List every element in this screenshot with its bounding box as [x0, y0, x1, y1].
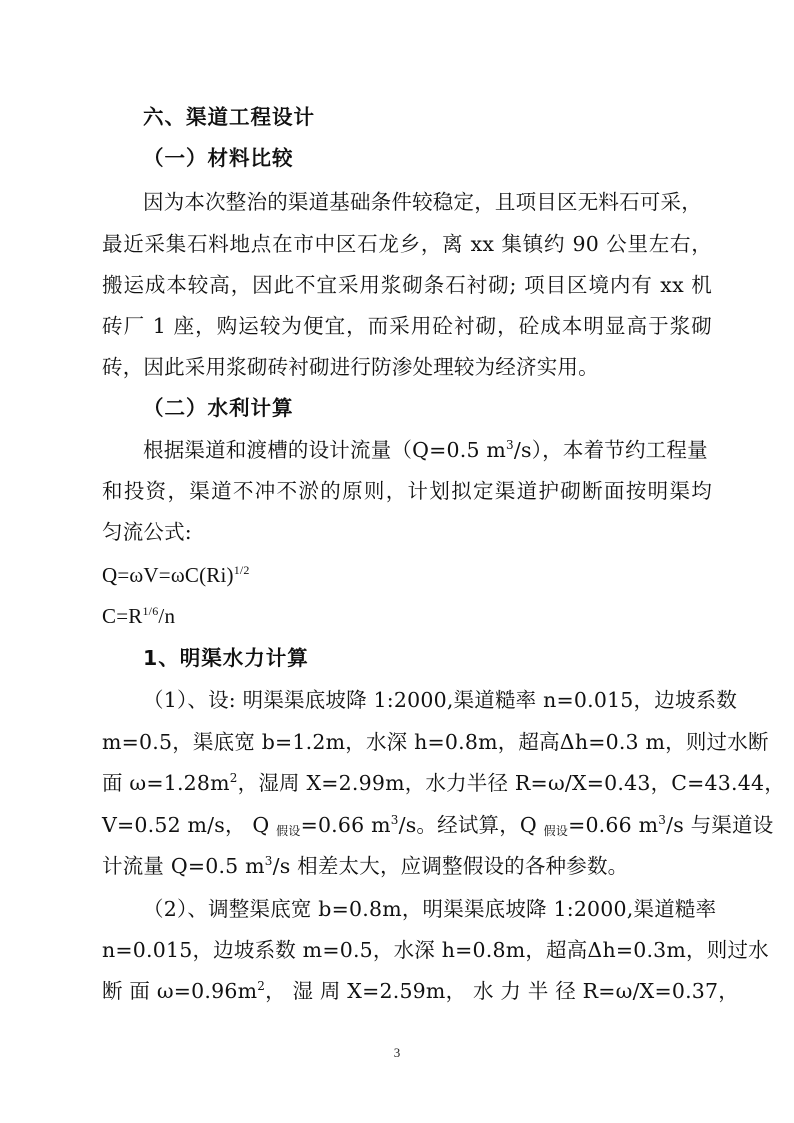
calc-two-line-2: n=0.015，边坡系数 m=0.5，水深 h=0.8m，超高Δh=0.3m，则过水 — [102, 938, 769, 962]
formula-q-exponent: 1/2 — [233, 563, 250, 577]
item-heading-open-channel: 1、明渠水力计算 — [143, 646, 309, 670]
calc-two-line-1: （2）、调整渠底宽 b=0.8m，明渠渠底坡降 1:2000,渠道糙率 — [143, 897, 717, 921]
formula-c-base: C=R — [102, 604, 143, 628]
formula-c-tail: /n — [158, 604, 176, 628]
calc-one-line-4-sup-1: 3 — [390, 813, 399, 827]
calc-one-line-4-text-a: V=0.52 m/s， Q — [102, 813, 277, 837]
calc-one-line-3-text-b: ，湿周 X=2.99m，水力半径 R=ω/X=0.43，C=43.44， — [237, 771, 785, 795]
materials-line-1: 因为本次整治的渠道基础条件较稳定，且项目区无料石可采， — [143, 190, 702, 214]
calc-two-line-3-text-a: 断 面 ω=0.96m — [102, 979, 258, 1003]
calc-one-line-4-text-c: /s。经试算，Q — [398, 813, 544, 837]
hydro-line-2: 和投资，渠道不冲不淤的原则，计划拟定渠道护砌断面按明渠均 — [102, 479, 712, 503]
calc-two-line-3-text-b: ， 湿 周 X=2.59m， 水 力 半 径 R=ω/X=0.37， — [265, 979, 739, 1003]
calc-one-line-4-sub-1: 假设 — [276, 824, 301, 838]
formula-c-exponent: 1/6 — [142, 604, 159, 618]
hydro-line-1 — [143, 440, 753, 461]
calc-one-line-3-text-a: 面 ω=1.28m — [102, 771, 230, 795]
subheading-materials: （一）材料比较 — [143, 146, 294, 170]
calc-one-line-4 — [102, 813, 774, 838]
hydro-line-1-sup: 3 — [506, 438, 514, 452]
subheading-hydro: （二）水利计算 — [143, 396, 294, 420]
hydro-line-3: 匀流公式: — [102, 520, 192, 544]
calc-one-line-3-sup: 2 — [229, 771, 238, 785]
calc-one-line-4-sup-2: 3 — [658, 813, 667, 827]
formula-c — [102, 606, 712, 627]
page-number: 3 — [393, 1045, 401, 1060]
section-heading-six: 六、渠道工程设计 — [143, 105, 315, 129]
hydro-line-1-text-b: /s），本着节约工程量 — [513, 438, 708, 462]
calc-one-line-4-text-b: =0.66 m — [300, 813, 391, 837]
calc-one-line-5-sup: 3 — [264, 854, 273, 868]
calc-two-line-3 — [102, 979, 739, 1003]
materials-line-3: 搬运成本较高，因此不宜采用浆砌条石衬砌; 项目区境内有 xx 机 — [102, 273, 712, 297]
calc-one-line-3 — [102, 771, 785, 795]
materials-line-5: 砖，因此采用浆砌砖衬砌进行防渗处理较为经济实用。 — [102, 355, 599, 379]
materials-line-4: 砖厂 1 座，购运较为便宜，而采用砼衬砌，砼成本明显高于浆砌 — [102, 314, 712, 338]
calc-one-line-5 — [102, 856, 712, 877]
calc-one-line-5-text-a: 计流量 Q=0.5 m — [102, 854, 265, 878]
calc-one-line-2: m=0.5，渠底宽 b=1.2m，水深 h=0.8m，超高Δh=0.3 m，则过水断 — [102, 730, 769, 754]
calc-one-line-4-sub-2: 假设 — [543, 824, 569, 838]
calc-one-line-5-text-b: /s 相差太大，应调整假设的各种参数。 — [272, 854, 629, 878]
calc-one-line-1: （1）、设: 明渠渠底坡降 1:2000,渠道糙率 n=0.015，边坡系数 — [143, 688, 738, 712]
calc-one-line-4-text-d: =0.66 m — [568, 813, 659, 837]
formula-q-base: Q=ωV=ωC(Ri) — [102, 563, 234, 587]
materials-line-2: 最近采集石料地点在市中区石龙乡，离 xx 集镇约 90 公里左右， — [102, 232, 712, 256]
calc-two-line-3-sup: 2 — [257, 979, 266, 993]
formula-q — [102, 565, 712, 586]
calc-one-line-4-text-e: /s 与渠道设 — [666, 813, 774, 837]
hydro-line-1-text-a: 根据渠道和渡槽的设计流量（Q=0.5 m — [143, 438, 507, 462]
